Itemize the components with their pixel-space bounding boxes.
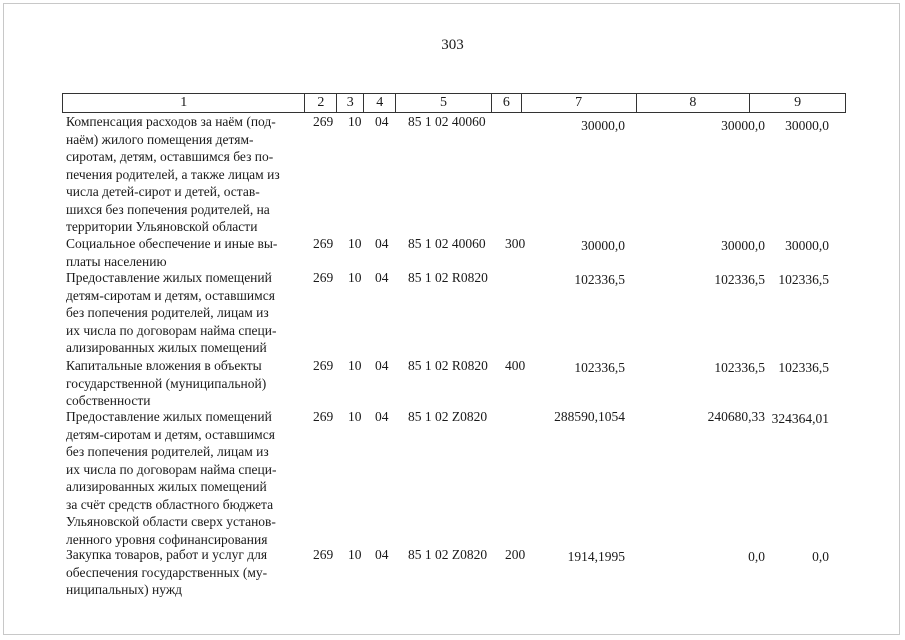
description-line: без попечения родителей, лицам из xyxy=(66,444,269,459)
header-col-2: 2 xyxy=(305,94,337,112)
row-6-col-5: 85 1 02 Z0820 xyxy=(408,547,488,562)
header-col-4: 4 xyxy=(364,94,396,112)
header-col-9: 9 xyxy=(794,95,802,110)
row-5-description xyxy=(66,408,303,548)
row-1-col-3: 10 xyxy=(348,114,362,129)
row-1-col-7: 30000,0 xyxy=(581,118,625,133)
description-line: их числа по договорам найма специ- xyxy=(66,322,277,338)
row-3-col-2: 269 xyxy=(313,270,334,285)
page-number: 303 xyxy=(441,37,464,53)
description-line: ленного уровня софинансирования xyxy=(66,531,268,547)
row-1-col-4: 04 xyxy=(375,114,389,129)
description-line: без попечения родителей, лицам из xyxy=(66,305,269,320)
row-2-col-5: 85 1 02 40060 xyxy=(408,236,486,251)
description-line: числа детей-сирот и детей, остав- xyxy=(66,184,260,199)
row-4-col-4: 04 xyxy=(375,358,389,373)
description-line: Компенсация расходов за наём (под- xyxy=(66,114,276,129)
description-line: ниципальных) нужд xyxy=(66,582,183,597)
row-2-col-8: 30000,0 xyxy=(721,238,765,253)
row-4-col-3: 10 xyxy=(348,358,362,373)
row-2-col-9: 30000,0 xyxy=(785,238,829,253)
description-line: Ульяновской области сверх установ- xyxy=(66,514,276,529)
row-4-col-7: 102336,5 xyxy=(574,360,625,375)
row-3-col-3: 10 xyxy=(348,270,362,285)
row-2-col-4: 04 xyxy=(375,236,389,251)
row-4-col-5: 85 1 02 R0820 xyxy=(408,358,488,373)
description-line: детям-сиротам и детям, оставшимся xyxy=(66,426,275,442)
row-5-col-5: 85 1 02 Z0820 xyxy=(408,409,488,424)
row-2-description xyxy=(66,235,303,270)
row-4-col-6: 400 xyxy=(505,358,526,373)
description-line: печения родителей, а также лицам из xyxy=(66,166,280,182)
description-line: платы населению xyxy=(66,253,167,269)
row-1-col-9: 30000,0 xyxy=(785,118,829,133)
header-col-7: 7 xyxy=(522,94,637,112)
table-header xyxy=(62,93,846,113)
description-line: обеспечения государственных (му- xyxy=(66,564,268,580)
row-1-col-5: 85 1 02 40060 xyxy=(408,114,486,129)
row-3-col-4: 04 xyxy=(375,270,389,285)
row-6-col-7: 1914,1995 xyxy=(567,549,625,564)
row-6-col-9: 0,0 xyxy=(812,549,829,564)
description-line: их числа по договорам найма специ- xyxy=(66,461,277,477)
row-2-col-6: 300 xyxy=(505,236,526,251)
description-line: Предоставление жилых помещений xyxy=(66,409,272,424)
row-3-col-5: 85 1 02 R0820 xyxy=(408,270,488,285)
header-col-8: 8 xyxy=(637,94,751,112)
row-5-col-8: 240680,33 xyxy=(707,409,765,424)
header-col-6: 6 xyxy=(492,94,522,112)
description-line: детям-сиротам и детям, оставшимся xyxy=(66,287,275,303)
row-5-col-7: 288590,1054 xyxy=(554,409,625,424)
description-line: государственной (муниципальной) xyxy=(66,375,267,391)
row-5-col-9: 324364,01 xyxy=(771,411,829,426)
row-5-col-3: 10 xyxy=(348,409,362,424)
row-6-col-8: 0,0 xyxy=(748,549,765,564)
row-2-col-3: 10 xyxy=(348,236,362,251)
description-line: собственности xyxy=(66,393,151,408)
row-3-description xyxy=(66,269,303,357)
row-1-description xyxy=(66,113,303,236)
row-5-col-4: 04 xyxy=(375,409,389,424)
row-4-col-2: 269 xyxy=(313,358,334,373)
row-6-col-4: 04 xyxy=(375,547,389,562)
row-5-col-2: 269 xyxy=(313,409,334,424)
header-col-5: 5 xyxy=(396,94,492,112)
description-line: шихся без попечения родителей, на xyxy=(66,201,270,217)
row-6-col-3: 10 xyxy=(348,547,362,562)
row-1-col-2: 269 xyxy=(313,114,334,129)
row-2-col-2: 269 xyxy=(313,236,334,251)
row-3-col-9: 102336,5 xyxy=(778,272,829,287)
description-line: сиротам, детям, оставшимся без по- xyxy=(66,149,274,164)
row-4-col-9: 102336,5 xyxy=(778,360,829,375)
row-4-col-8: 102336,5 xyxy=(714,360,765,375)
row-4-description xyxy=(66,357,303,410)
description-line: Капитальные вложения в объекты xyxy=(66,358,262,373)
description-line: Закупка товаров, работ и услуг для xyxy=(66,547,268,562)
row-2-col-7: 30000,0 xyxy=(581,238,625,253)
row-6-col-6: 200 xyxy=(505,547,526,562)
description-line: ализированных жилых помещений xyxy=(66,479,267,494)
description-line: за счёт средств областного бюджета xyxy=(66,496,274,512)
row-1-col-8: 30000,0 xyxy=(721,118,765,133)
row-3-col-8: 102336,5 xyxy=(714,272,765,287)
row-6-col-2: 269 xyxy=(313,547,334,562)
row-6-description xyxy=(66,546,303,599)
description-line: Предоставление жилых помещений xyxy=(66,270,272,285)
header-col-3: 3 xyxy=(337,94,364,112)
description-line: ализированных жилых помещений xyxy=(66,340,267,355)
description-line: территории Ульяновской области xyxy=(66,219,258,234)
row-3-col-7: 102336,5 xyxy=(574,272,625,287)
description-line: Социальное обеспечение и иные вы- xyxy=(66,236,278,251)
header-col-1: 1 xyxy=(63,94,305,112)
description-line: наём) жилого помещения детям- xyxy=(66,131,254,147)
